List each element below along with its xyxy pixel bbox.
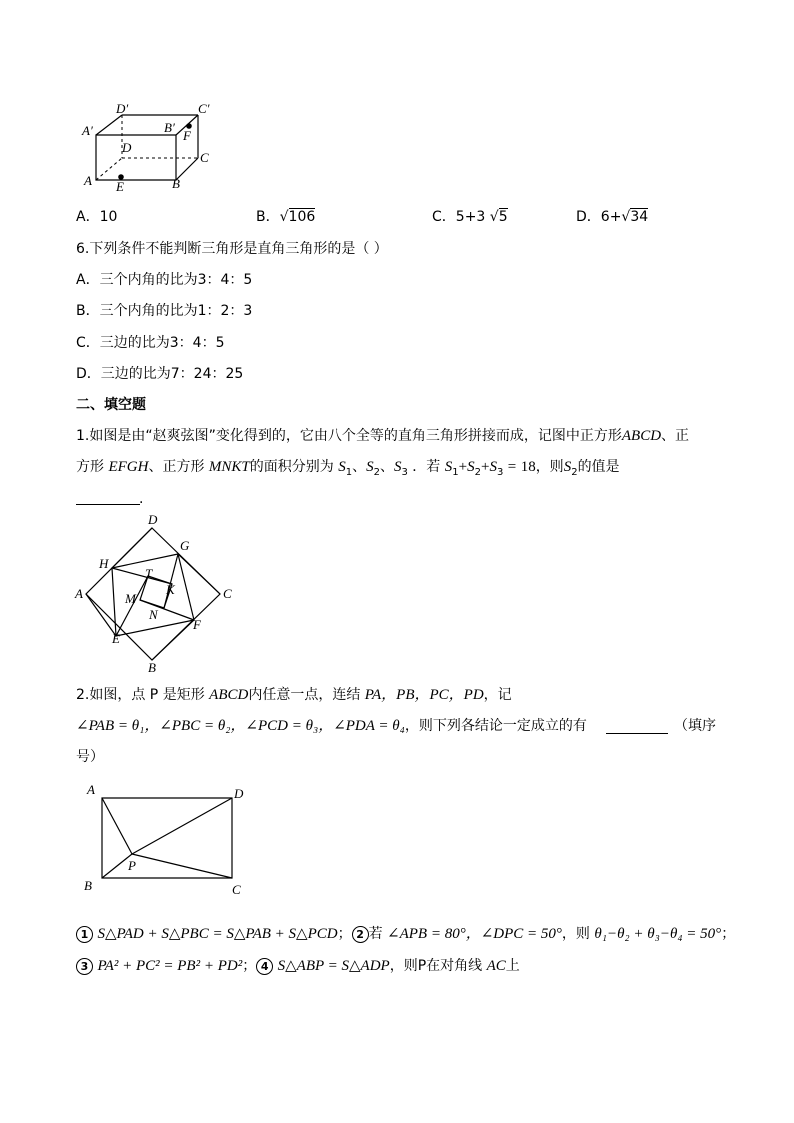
q5-option-b: B．√106 <box>256 209 316 225</box>
f2-line2-tail: （填序 <box>674 718 716 734</box>
f1-label-E: E <box>112 631 120 646</box>
f2-label-D: D <box>234 786 244 801</box>
label-Ap: A′ <box>82 123 93 138</box>
label-D: D <box>122 140 132 155</box>
f2-label-P: P <box>128 858 136 873</box>
q5-cuboid-figure <box>78 100 218 195</box>
q6-option-d: D．三边的比为7：24：25 <box>76 366 244 382</box>
q5-option-a: A．10 <box>76 209 118 225</box>
f2-line3: 号） <box>76 749 104 765</box>
f1-label-A: A <box>75 586 83 601</box>
f1-label-F: F <box>193 617 201 632</box>
f2-line2: ∠PAB = θ₁，∠PBC = θ₂，∠PCD = θ₃，∠PDA = θ₄，则下列各结论一定成立的有 <box>76 718 587 734</box>
f1-label-M: M <box>125 591 136 606</box>
f2-line1: 2.如图，点 P 是矩形 ABCD内任意一点，连结 PA，PB，PC，PD，记 <box>76 687 512 703</box>
f1-label-H: H <box>99 556 109 571</box>
f1-label-T: T <box>145 566 153 581</box>
f1-label-K: K <box>166 582 175 597</box>
q6-option-a: A．三个内角的比为3：4：5 <box>76 272 253 288</box>
f1-zhaoshuang-figure <box>70 512 240 677</box>
f1-period: . <box>139 491 144 507</box>
f1-answer-blank[interactable] <box>76 486 140 505</box>
f1-label-B: B <box>148 660 156 675</box>
f1-line1: 1.如图是由“赵爽弦图”变化得到的，它由八个全等的直角三角形拼接而成，记图中正方形ABCD、正 <box>76 428 690 444</box>
f2-label-C: C <box>232 882 241 897</box>
f2-statements-line1: 1 S△PAD + S△PBC = S△PAB + S△PCD； 2 若 ∠APB = 80°，∠DPC = 50°，则 θ₁−θ₂ + θ₃−θ₄ = 50°； <box>76 925 735 943</box>
label-B: B <box>172 176 180 191</box>
q5-option-c: C．5+3 √5 <box>432 209 508 225</box>
f2-rectangle-figure <box>80 780 255 900</box>
f1-line2: 方形 EFGH、正方形 MNKT的面积分别为 $S_1$、$S_2$、$S_3$ ．若 $S_1+S_2+S_3 = 18$，则$S_2$的值是 <box>76 459 620 478</box>
q6-stem: 6.下列条件不能判断三角形是直角三角形的是（ ） <box>76 241 388 257</box>
f1-label-D: D <box>148 512 158 527</box>
label-E: E <box>116 179 124 194</box>
label-C: C <box>200 150 209 165</box>
section-title: 二、填空题 <box>76 397 146 413</box>
q5-option-d: D．6+√34 <box>576 209 649 225</box>
label-A: A <box>84 173 92 188</box>
label-Bp: B′ <box>164 120 175 135</box>
q6-option-b: B．三个内角的比为1：2：3 <box>76 303 253 319</box>
label-Cp: C′ <box>198 101 210 116</box>
f2-answer-blank[interactable] <box>606 715 668 734</box>
f1-label-N: N <box>149 607 158 622</box>
f1-label-G: G <box>180 538 190 553</box>
label-Dp: D′ <box>116 101 129 116</box>
q6-option-c: C．三边的比为3：4：5 <box>76 335 225 351</box>
f1-label-C: C <box>223 586 232 601</box>
label-F: F <box>183 128 191 143</box>
f2-label-B: B <box>84 878 92 893</box>
f2-label-A: A <box>87 782 95 797</box>
f2-statements-line2: 3 PA² + PC² = PB² + PD²； 4 S△ABP = S△ADP，则P在对角线 AC上 <box>76 957 520 975</box>
